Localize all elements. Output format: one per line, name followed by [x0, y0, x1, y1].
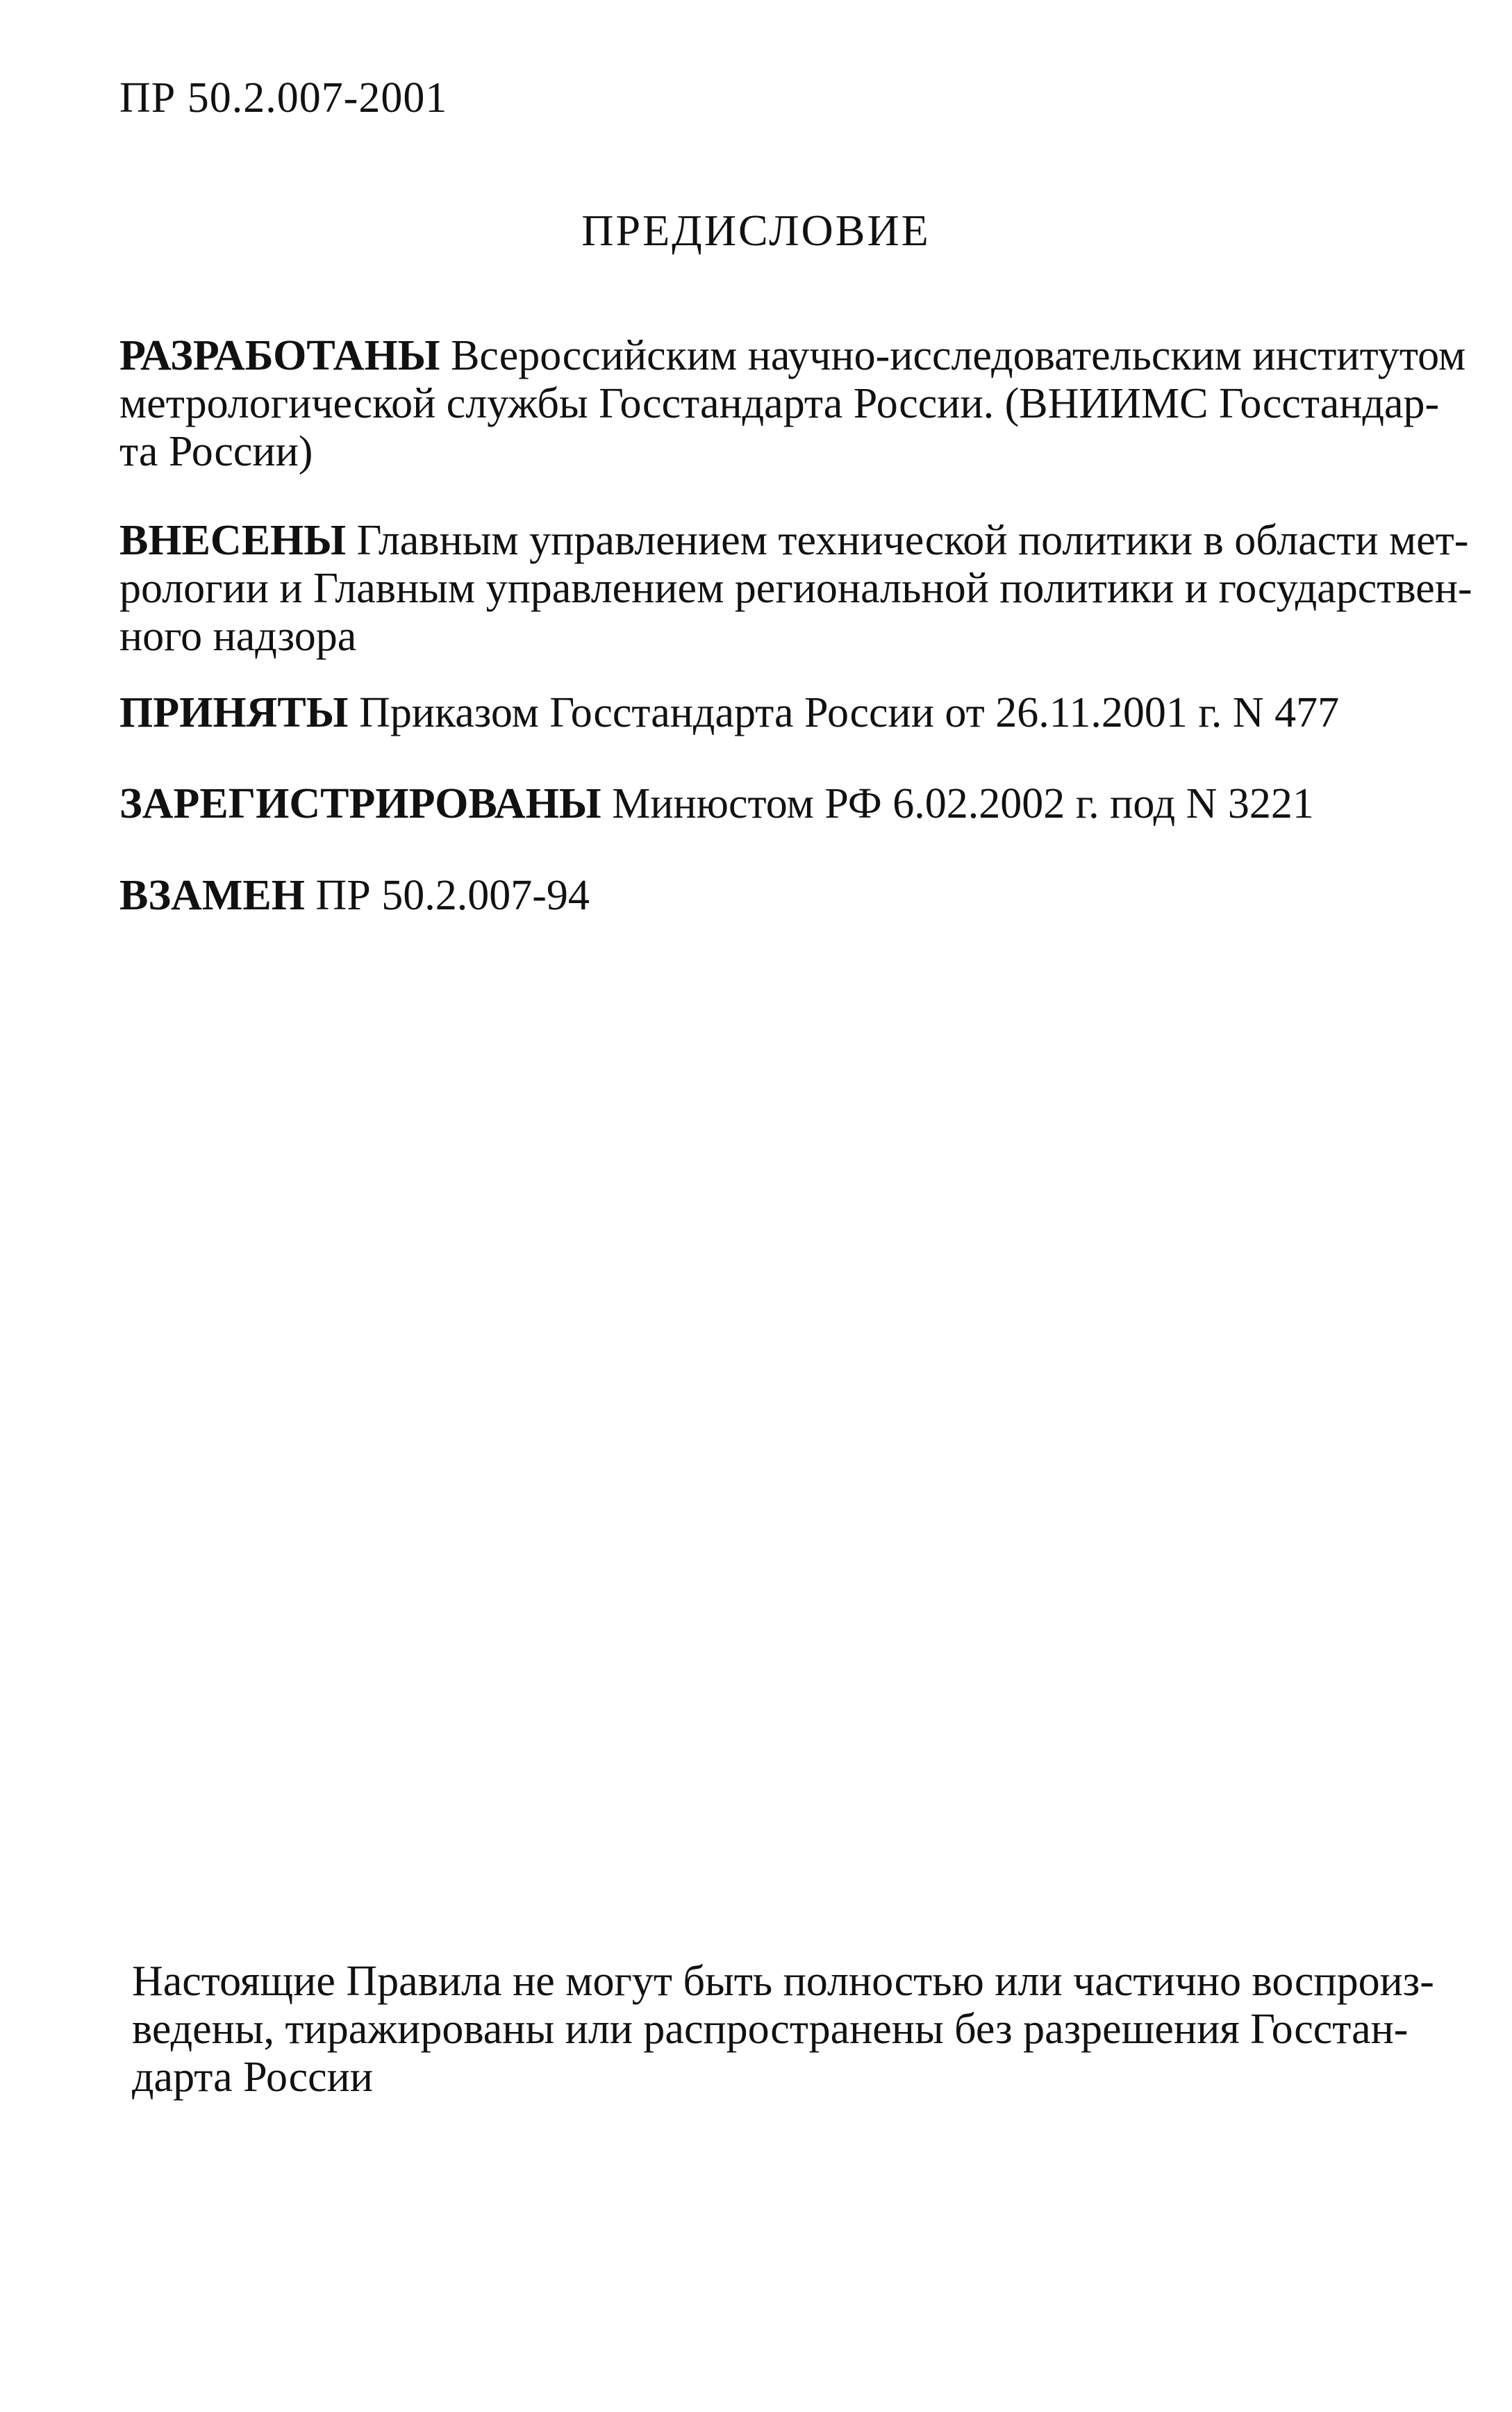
section-developed-line-3: та России) — [119, 428, 313, 475]
section-introduced — [119, 517, 1472, 661]
section-developed-line-2: метрологической службы Госстандарта России. (ВНИИМС Госстандар- — [119, 380, 1440, 427]
document-id: ПР 50.2.007-2001 — [119, 74, 448, 122]
page-title: ПРЕДИСЛОВИЕ — [581, 206, 931, 255]
section-replaces-text: ПР 50.2.007-94 — [315, 872, 590, 919]
section-developed-line-1 — [119, 332, 1466, 380]
copyright-notice — [132, 1958, 1434, 2101]
section-registered — [119, 780, 1393, 828]
section-introduced-text-1: Главным управлением технической политики в области мет- — [356, 517, 1469, 564]
copyright-notice-line-2: ведены, тиражированы или распространены без разрешения Госстан- — [132, 2006, 1409, 2053]
section-developed-label: РАЗРАБОТАНЫ — [119, 332, 440, 379]
section-registered-text: Минюстом РФ 6.02.2002 г. под N 3221 — [612, 780, 1314, 827]
section-adopted-line — [119, 689, 1393, 737]
section-introduced-line-2: рологии и Главным управлением региональной политики и государствен- — [119, 565, 1472, 612]
section-introduced-line-3: ного надзора — [119, 613, 357, 660]
copyright-notice-line-1: Настоящие Правила не могут быть полностью или частично воспроиз- — [132, 1958, 1434, 2005]
copyright-notice-line-3: дарта России — [132, 2054, 373, 2101]
section-developed-text-1: Всероссийским научно-исследовательским институтом — [451, 332, 1466, 379]
section-introduced-label: ВНЕСЕНЫ — [119, 517, 347, 564]
section-registered-label: ЗАРЕГИСТРИРОВАНЫ — [119, 780, 601, 827]
section-replaces-label: ВЗАМЕН — [119, 872, 305, 919]
section-replaces — [119, 872, 1393, 920]
section-developed — [119, 332, 1466, 476]
section-replaces-line — [119, 872, 1393, 920]
section-adopted — [119, 689, 1393, 737]
section-registered-line — [119, 780, 1393, 828]
section-adopted-text: Приказом Госстандарта России от 26.11.2001 г. N 477 — [359, 689, 1340, 736]
section-adopted-label: ПРИНЯТЫ — [119, 689, 349, 736]
section-introduced-line-1 — [119, 517, 1469, 565]
